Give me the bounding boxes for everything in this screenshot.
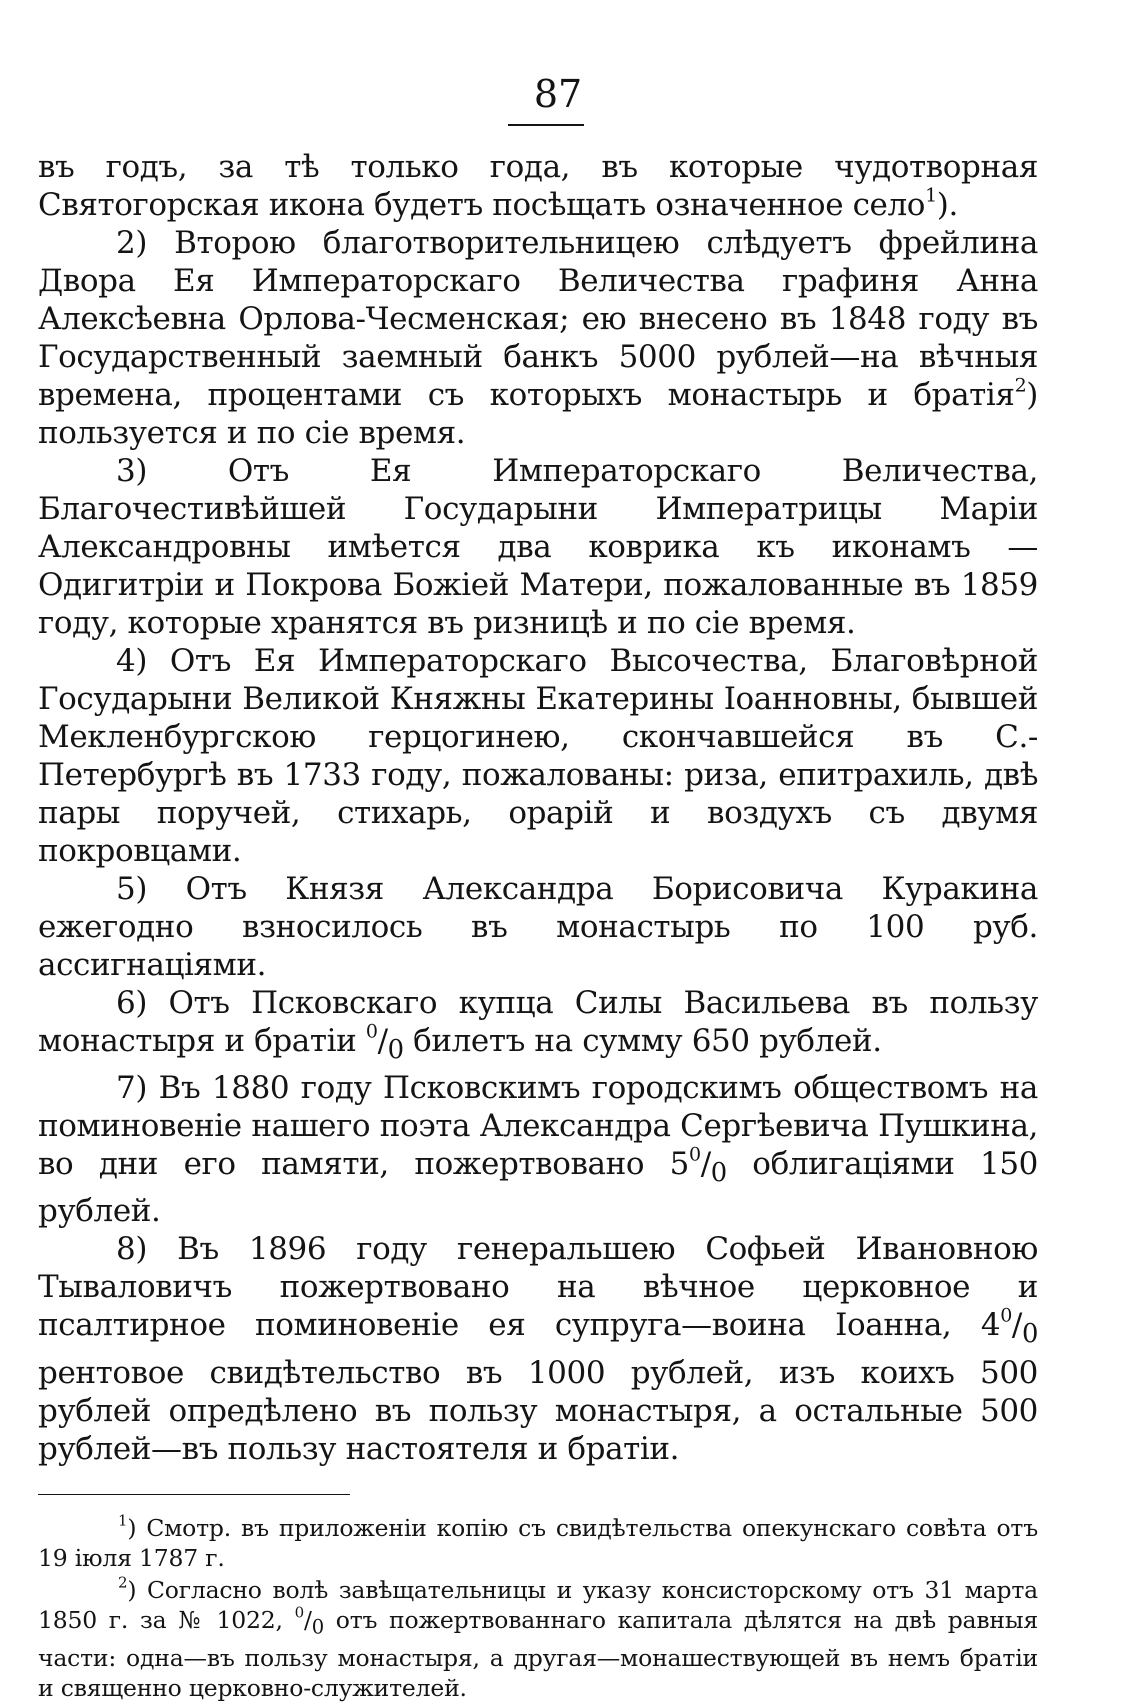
paragraph-item-6 <box>38 984 1038 1069</box>
footnotes <box>38 1513 1038 1703</box>
percent-sign-bottom: 0 <box>387 1035 404 1066</box>
paragraph-continuation <box>38 148 1038 224</box>
footnote-ref-2[interactable]: 2 <box>1014 374 1027 397</box>
paragraph-item-4: 4) Отъ Ея Императорскаго Высочества, Благовѣрной Государыни Великой Княжны Екатерины Іоанновны, бывшей Мекленбургскою герцогинею, скончавшейся въ С.-Петербургѣ въ 1733 году, пожалованы: риза, епитрахиль, двѣ пары поручей, стихарь, орарій и воздухъ съ двумя покровцами. <box>38 643 1038 869</box>
footnote-1 <box>38 1513 1038 1573</box>
percent-sign-bottom: 0 <box>311 1615 324 1639</box>
paragraph-item-7-text-b: облигаціями 150 рублей. <box>38 1146 1038 1230</box>
paragraph-item-6-text-b: билетъ на сумму 650 рублей. <box>403 1023 882 1059</box>
paragraph-item-8-text-b: рентовое свидѣтельство въ 1000 рублей, изъ коихъ 500 рублей опредѣлено въ пользу монастыря, а остальные 500 рублей—въ пользу настоятеля и братіи. <box>38 1354 1038 1467</box>
paragraph-continuation-text: въ годъ, за тѣ только года, въ которые чудотворная Святогорская икона будетъ посѣщать означенное село <box>38 149 1038 223</box>
percent-sign-bottom: 0 <box>710 1158 727 1189</box>
percent-sign-top: 0 <box>365 1020 378 1043</box>
footnote-2-text-b: отъ пожертвованнаго капитала дѣлятся на двѣ равныя части: одна—въ пользу монастыря, а другая—монашествующей въ немъ братіи и священно церковно-служителей. <box>38 1606 1038 1702</box>
percent-sign-slash: / <box>700 1146 711 1183</box>
percent-sign-bottom: 0 <box>1021 1319 1038 1350</box>
percent-sign-slash: / <box>303 1606 312 1635</box>
percent-sign-slash: / <box>1011 1307 1022 1344</box>
footnote-1-text: ) Смотр. въ приложеніи копію съ свидѣтельства опекунскаго совѣта отъ 19 іюля 1787 г. <box>38 1514 1038 1573</box>
percent-sign-top: 0 <box>688 1143 701 1166</box>
paragraph-item-8 <box>38 1230 1038 1467</box>
page-number-rule <box>508 124 584 126</box>
paragraph-item-7-text-a: 7) Въ 1880 году Псковскимъ городскимъ обществомъ на поминовеніе нашего поэта Александра Сергѣевича Пушкина, во дни его памяти, пожертвовано 5 <box>38 1070 1038 1183</box>
paragraph-item-2 <box>38 224 1038 452</box>
paragraph-item-5: 5) Отъ Князя Александра Борисовича Куракина ежегодно взносилось въ монастырь по 100 руб. ассигнаціями. <box>38 871 1038 983</box>
paragraph-item-7 <box>38 1069 1038 1230</box>
footnote-2 <box>38 1575 1038 1703</box>
footnote-1-mark: 1 <box>118 1511 128 1530</box>
paragraph-item-3: 3) Отъ Ея Императорскаго Величества, Благочестивѣйшей Государыни Императрицы Маріи Александровны имѣется два коврика къ иконамъ —Одигитріи и Покрова Божіей Матери, пожалованные въ 1859 году, которые хранятся въ ризницѣ и по сіе время. <box>38 453 1038 641</box>
paragraph-item-2-text: 2) Второю благотворительницею слѣдуетъ фрейлина Двора Ея Императорскаго Величества графиня Анна Алексѣевна Орлова-Чесменская; ею внесено въ 1848 году въ Государственный заемный банкъ 5000 рублей—на вѣчныя времена, процентами съ которыхъ монастырь и братія <box>38 225 1038 413</box>
paragraph-item-2-end: ) пользуется и по сіе время. <box>38 377 1038 451</box>
page-number: 87 <box>533 72 583 116</box>
percent-sign-top: 0 <box>1000 1305 1012 1328</box>
footnote-2-text-a: ) Согласно волѣ завѣщательницы и указу консисторскому отъ 31 марта 1850 г. за № 1022, <box>38 1576 1038 1635</box>
footnote-2-mark: 2 <box>118 1573 128 1592</box>
paragraph-item-6-text-a: 6) Отъ Псковскаго купца Силы Васильева въ пользу монастыря и братіи <box>38 985 1038 1059</box>
footnote-separator <box>38 1494 350 1496</box>
main-text <box>38 148 1038 1468</box>
paragraph-item-8-text-a: 8) Въ 1896 году генеральшею Софьей Ивановною Тываловичъ пожертвовано на вѣчное церковное и псалтирное поминовеніе ея супруга—воина Іоанна, 4 <box>38 1231 1038 1344</box>
percent-sign-slash: / <box>377 1023 388 1059</box>
paragraph-continuation-end: ). <box>936 187 958 223</box>
percent-sign-top: 0 <box>294 1603 304 1622</box>
book-page <box>38 72 1038 1705</box>
footnote-ref-1[interactable]: 1 <box>925 184 937 207</box>
